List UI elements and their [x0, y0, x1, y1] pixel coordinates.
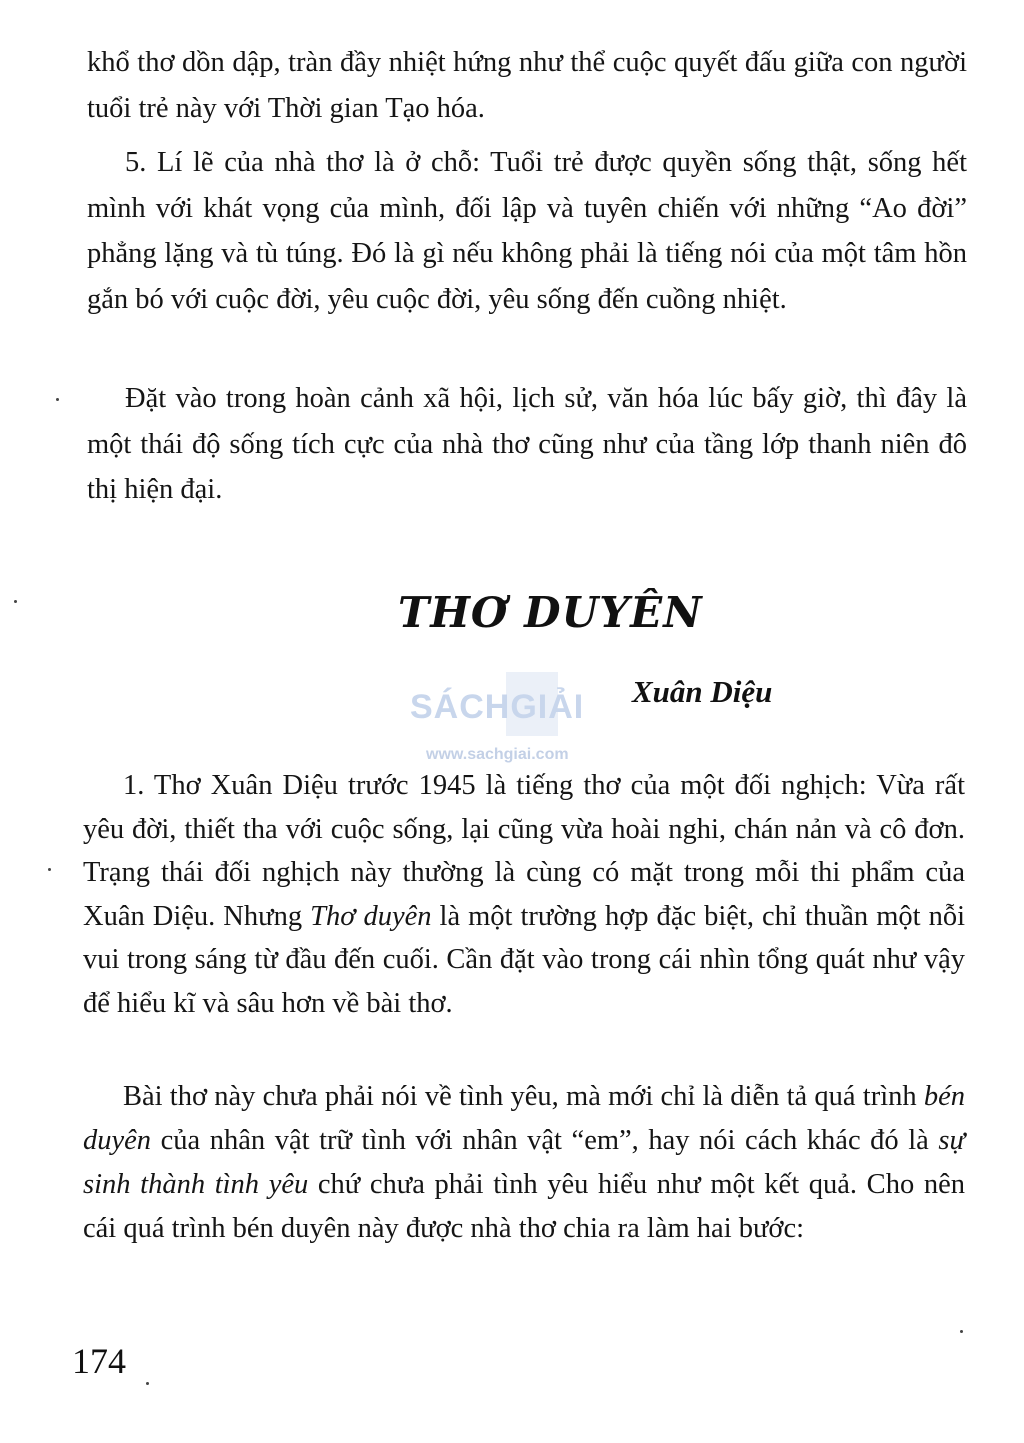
- section-author: Xuân Diệu: [632, 674, 773, 709]
- scan-speck: [960, 1330, 963, 1333]
- italic-su-sinh-thanh: sự sinh thành tình yêu: [83, 1125, 965, 1200]
- page-number: 174: [72, 1341, 126, 1381]
- paragraph-continuation: khổ thơ dồn dập, tràn đầy nhiệt hứng như thể cuộc quyết đấu giữa con người tuổi trẻ này với Thời gian Tạo hóa.: [87, 47, 967, 124]
- italic-title-tho-duyen: Thơ duyên: [310, 900, 432, 932]
- paragraph-context: Đặt vào trong hoàn cảnh xã hội, lịch sử, văn hóa lúc bấy giờ, thì đây là một thái độ sống tích cực của nhà thơ cũng như của tầng lớp thanh niên đô thị hiện đại.: [87, 383, 967, 505]
- watermark: [410, 672, 620, 762]
- watermark-logo: SÁCHGIẢI: [410, 688, 585, 726]
- scan-speck: [48, 868, 51, 871]
- watermark-url: www.sachgiai.com: [426, 746, 569, 763]
- scan-speck: [14, 600, 17, 603]
- scan-speck: [146, 1382, 149, 1385]
- paragraph-point-1: 1. Thơ Xuân Diệu trước 1945 là tiếng thơ của một đối nghịch: Vừa rất yêu đời, thiết tha với cuộc sống, lại cũng vừa hoài nghi, chán nản và cô đơn. Trạng thái đối nghịch này thường là cùng có mặt trong mỗi thi phẩm của Xuân Diệu. Nhưng Thơ duyên là một trường hợp đặc biệt, chỉ thuần một nỗi vui trong sáng từ đầu đến cuối. Cần đặt vào trong cái nhìn tổng quát như vậy để hiểu kĩ và sâu hơn về bài thơ.: [83, 770, 965, 1019]
- paragraph-ben-duyen: Bài thơ này chưa phải nói về tình yêu, mà mới chỉ là diễn tả quá trình bén duyên của nhân vật trữ tình với nhân vật “em”, hay nói cách khác đó là sự sinh thành tình yêu chứ chưa phải tình yêu hiểu như một kết quả. Cho nên cái quá trình bén duyên này được nhà thơ chia ra làm hai bước:: [83, 1081, 965, 1244]
- italic-ben-duyen: bén duyên: [83, 1081, 965, 1156]
- scan-speck: [56, 398, 59, 401]
- paragraph-point-5: 5. Lí lẽ của nhà thơ là ở chỗ: Tuổi trẻ được quyền sống thật, sống hết mình với khát vọng của mình, đối lập và tuyên chiến với những “Ao đời” phẳng lặng và tù túng. Đó là gì nếu không phải là tiếng nói của một tâm hồn gắn bó với cuộc đời, yêu cuộc đời, yêu sống đến cuồng nhiệt.: [87, 147, 967, 315]
- section-title: THƠ DUYÊN: [398, 588, 703, 637]
